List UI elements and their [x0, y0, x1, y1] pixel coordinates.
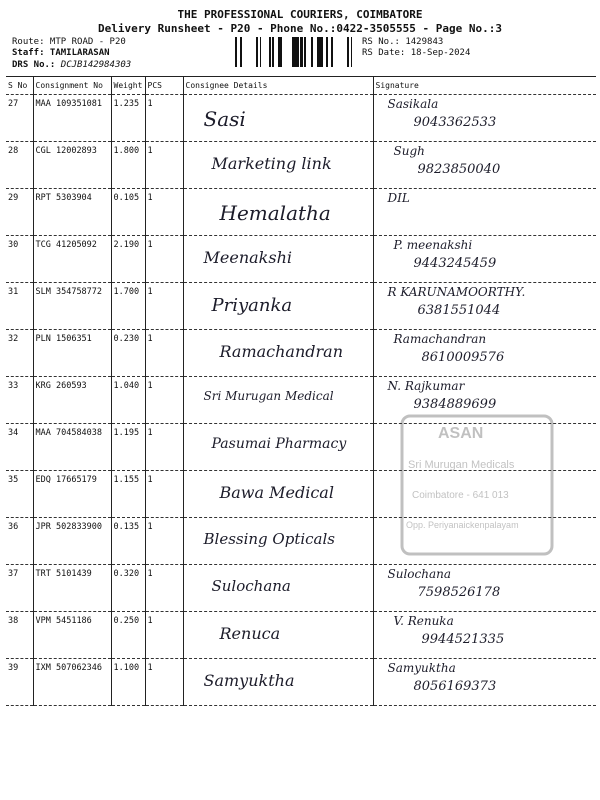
table-row: [6, 189, 596, 236]
barcode-bar: [304, 37, 306, 67]
row-consignee: [183, 189, 373, 236]
signature-name: Sulochana: [387, 567, 451, 581]
row-pcs: 1: [145, 95, 183, 142]
table-row: [6, 330, 596, 377]
col-consignment: Consignment No: [33, 77, 111, 95]
row-weight: 0.230: [111, 330, 145, 377]
row-signature: [373, 659, 596, 706]
runsheet-subtitle: Delivery Runsheet - P20 - Phone No.:0422-3505555 - Page No.:3: [98, 22, 502, 35]
row-sno: 27: [6, 95, 33, 142]
col-pcs: PCS: [145, 77, 183, 95]
signature-phone: 9443245459: [413, 256, 497, 271]
row-pcs: 1: [145, 565, 183, 612]
row-pcs: 1: [145, 236, 183, 283]
consignee-handwriting: Ramachandran: [219, 342, 344, 361]
consignee-handwriting: Renuca: [219, 624, 281, 643]
row-weight: 0.105: [111, 189, 145, 236]
barcode-bar: [235, 37, 237, 67]
consignee-handwriting: Meenakshi: [203, 248, 292, 267]
barcode-bar: [260, 37, 261, 67]
barcode-bar: [311, 37, 313, 67]
signature-name: N. Rajkumar: [387, 379, 465, 393]
barcode-bar: [348, 37, 349, 67]
signature-name: R KARUNAMOORTHY.: [387, 285, 526, 299]
signature-name: Sugh: [393, 144, 425, 158]
row-consignment-no: TCG 41205092: [33, 236, 111, 283]
row-weight: 1.235: [111, 95, 145, 142]
row-signature: [373, 236, 596, 283]
row-consignment-no: MAA 704584038: [33, 424, 111, 471]
row-sno: 34: [6, 424, 33, 471]
row-consignee: [183, 659, 373, 706]
col-weight: Weight: [111, 77, 145, 95]
row-pcs: 1: [145, 377, 183, 424]
barcode-bar: [294, 37, 296, 67]
barcode-bar: [272, 37, 274, 67]
table-row: [6, 95, 596, 142]
row-signature: [373, 330, 596, 377]
barcode-bar: [326, 37, 328, 67]
signature-name: P. meenakshi: [393, 238, 473, 252]
row-sno: 30: [6, 236, 33, 283]
row-signature: [373, 189, 596, 236]
signature-phone: 9043362533: [413, 115, 497, 130]
consignee-handwriting: Bawa Medical: [219, 483, 334, 502]
barcode-bar: [318, 37, 319, 67]
consignee-handwriting: Marketing link: [211, 154, 332, 173]
signature-name: Ramachandran: [393, 332, 487, 346]
row-consignment-no: IXM 507062346: [33, 659, 111, 706]
row-consignee: [183, 142, 373, 189]
staff-label: Staff: TAMILARASAN: [12, 48, 110, 58]
row-weight: 1.100: [111, 659, 145, 706]
row-sno: 37: [6, 565, 33, 612]
table-row: [6, 142, 596, 189]
row-consignment-no: RPT 5303904: [33, 189, 111, 236]
signature-phone: 8610009576: [421, 350, 505, 365]
row-signature: [373, 95, 596, 142]
row-pcs: 1: [145, 142, 183, 189]
row-signature: [373, 612, 596, 659]
barcode-bar: [319, 37, 320, 67]
rs-number: RS No.: 1429843: [362, 37, 444, 47]
col-consignee: Consignee Details: [183, 77, 373, 95]
row-consignee: [183, 518, 373, 565]
table-row: [6, 659, 596, 706]
barcode-bar: [331, 37, 333, 67]
row-consignee: [183, 612, 373, 659]
row-consignee: [183, 377, 373, 424]
stamp-line-4: Opp. Periyanaickenpalayam: [406, 520, 519, 530]
consignee-handwriting: Priyanka: [211, 295, 293, 316]
drs-label: DRS No.:: [12, 60, 56, 70]
barcode-bar: [300, 37, 303, 67]
consignee-handwriting: Sri Murugan Medical: [203, 389, 334, 403]
row-consignee: [183, 95, 373, 142]
barcode-bar: [296, 37, 299, 67]
barcode-bar: [257, 37, 258, 67]
row-consignee: [183, 236, 373, 283]
row-pcs: 1: [145, 518, 183, 565]
barcode-bar: [240, 37, 242, 67]
route-label: Route: MTP ROAD - P20: [12, 37, 126, 47]
barcode-bar: [269, 37, 271, 67]
row-consignment-no: EDQ 17665179: [33, 471, 111, 518]
consignee-handwriting: Sasi: [203, 107, 246, 131]
row-weight: 0.250: [111, 612, 145, 659]
row-sno: 33: [6, 377, 33, 424]
row-consignee: [183, 471, 373, 518]
row-pcs: 1: [145, 283, 183, 330]
consignee-handwriting: Hemalatha: [219, 201, 331, 225]
row-sno: 28: [6, 142, 33, 189]
row-sno: 32: [6, 330, 33, 377]
table-row: [6, 612, 596, 659]
col-sno: S No: [6, 77, 33, 95]
signature-phone: 8056169373: [413, 679, 497, 694]
row-pcs: 1: [145, 612, 183, 659]
row-pcs: 1: [145, 189, 183, 236]
row-consignee: [183, 565, 373, 612]
barcode-image: [235, 37, 355, 67]
barcode-bar: [322, 37, 323, 67]
table-row: [6, 283, 596, 330]
signature-name: DIL: [387, 191, 410, 205]
signature-name: V. Renuka: [393, 614, 454, 628]
signature-name: Samyuktha: [387, 661, 456, 675]
delivery-stamp: [398, 410, 558, 560]
row-signature: [373, 565, 596, 612]
row-consignment-no: PLN 1506351: [33, 330, 111, 377]
runsheet-table: [6, 76, 596, 706]
barcode-bar: [320, 37, 322, 67]
signature-name: Sasikala: [387, 97, 439, 111]
row-sno: 38: [6, 612, 33, 659]
barcode-bar: [279, 37, 282, 67]
row-signature: [373, 142, 596, 189]
row-consignee: [183, 424, 373, 471]
consignee-handwriting: Pasumai Pharmacy: [211, 436, 347, 452]
table-row: [6, 565, 596, 612]
row-pcs: 1: [145, 659, 183, 706]
table-row: [6, 236, 596, 283]
stamp-line-3: Coimbatore - 641 013: [412, 490, 509, 501]
row-sno: 39: [6, 659, 33, 706]
row-consignment-no: KRG 260593: [33, 377, 111, 424]
row-consignment-no: SLM 354758772: [33, 283, 111, 330]
consignee-handwriting: Sulochana: [211, 577, 291, 595]
rs-date: RS Date: 18-Sep-2024: [362, 48, 471, 58]
row-weight: 2.190: [111, 236, 145, 283]
row-weight: 0.135: [111, 518, 145, 565]
row-sno: 36: [6, 518, 33, 565]
barcode-bar: [317, 37, 318, 67]
row-consignee: [183, 283, 373, 330]
barcode-bar: [278, 37, 279, 67]
row-consignment-no: CGL 12002893: [33, 142, 111, 189]
signature-phone: 7598526178: [417, 585, 501, 600]
row-sno: 31: [6, 283, 33, 330]
signature-phone: 9944521335: [421, 632, 505, 647]
row-pcs: 1: [145, 424, 183, 471]
consignee-handwriting: Blessing Opticals: [203, 530, 335, 548]
barcode-bar: [292, 37, 294, 67]
row-consignment-no: MAA 109351081: [33, 95, 111, 142]
col-signature: Signature: [373, 77, 596, 95]
signature-phone: 6381551044: [417, 303, 501, 318]
stamp-line-2: Sri Murugan Medicals: [408, 459, 515, 471]
row-weight: 1.040: [111, 377, 145, 424]
row-weight: 1.155: [111, 471, 145, 518]
row-weight: 1.195: [111, 424, 145, 471]
table-header-row: [6, 77, 596, 95]
consignee-handwriting: Samyuktha: [203, 671, 295, 690]
row-consignment-no: VPM 5451186: [33, 612, 111, 659]
barcode-bar: [351, 37, 352, 67]
row-consignment-no: JPR 502833900: [33, 518, 111, 565]
signature-phone: 9384889699: [413, 397, 497, 412]
row-pcs: 1: [145, 330, 183, 377]
row-sno: 29: [6, 189, 33, 236]
row-consignment-no: TRT 5101439: [33, 565, 111, 612]
stamp-line-1: ASAN: [438, 425, 484, 442]
row-weight: 1.700: [111, 283, 145, 330]
barcode-bar: [256, 37, 257, 67]
row-sno: 35: [6, 471, 33, 518]
row-signature: [373, 283, 596, 330]
signature-phone: 9823850040: [417, 162, 501, 177]
row-consignee: [183, 330, 373, 377]
row-weight: 1.800: [111, 142, 145, 189]
barcode-bar: [347, 37, 348, 67]
drs-number: [12, 60, 131, 70]
drs-value: DCJB142984303: [60, 60, 132, 70]
company-title: THE PROFESSIONAL COURIERS, COIMBATORE: [177, 8, 423, 21]
row-weight: 0.320: [111, 565, 145, 612]
row-pcs: 1: [145, 471, 183, 518]
